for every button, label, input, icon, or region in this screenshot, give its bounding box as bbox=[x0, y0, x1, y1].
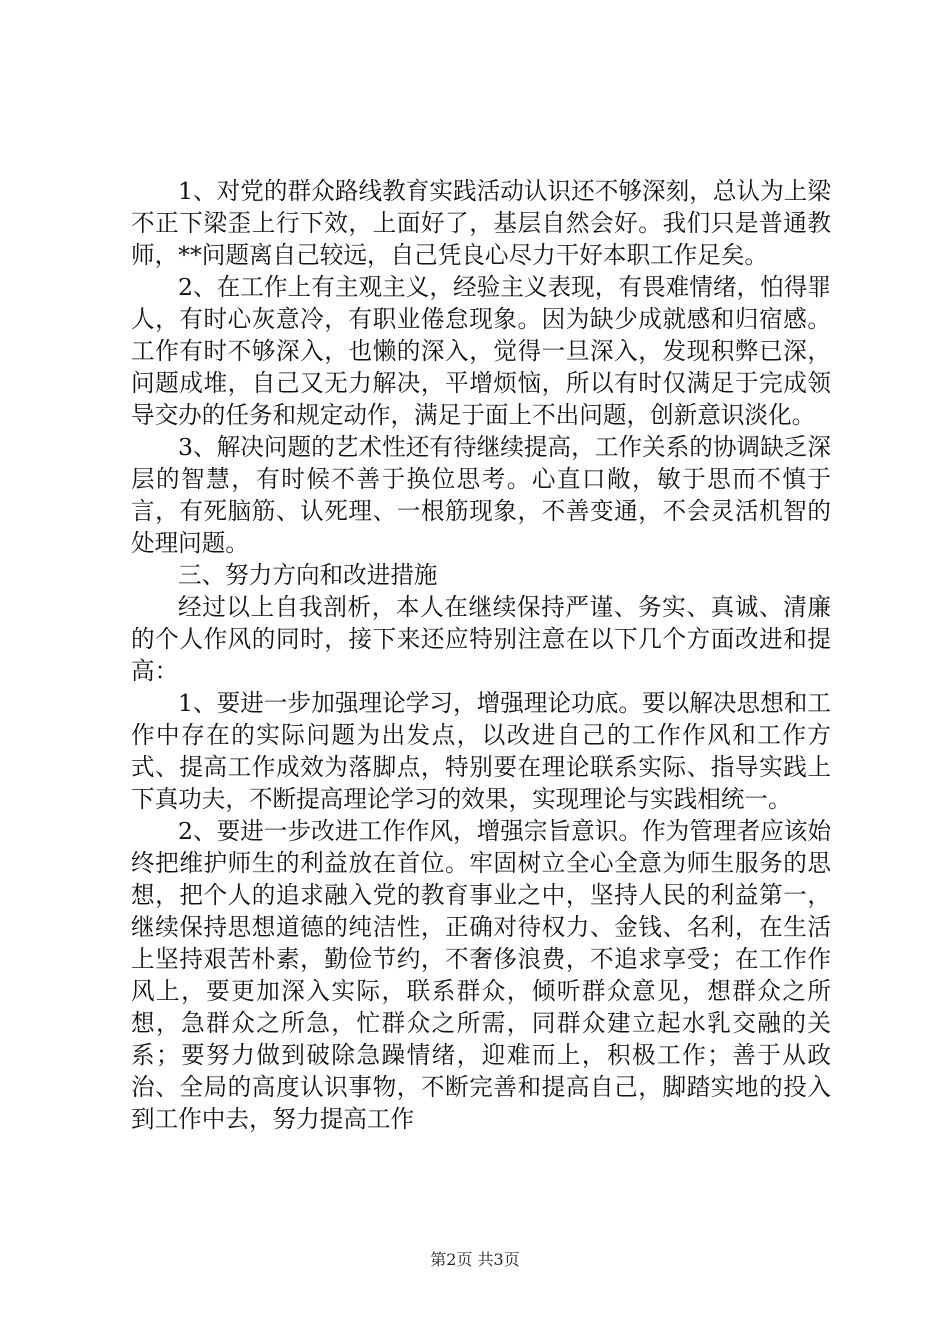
paragraph-issue-2: 2、在工作上有主观主义，经验主义表现，有畏难情绪，怕得罪人，有时心灰意冷，有职业倦怠现象。因为缺少成就感和归宿感。工作有时不够深入，也懒的深入，觉得一旦深入，发现积弊已深，问题成堆，自己又无力解决，平增烦恼，所以有时仅满足于完成领导交办的任务和规定动作，满足于面上不出问题，创新意识淡化。 bbox=[131, 273, 831, 429]
page-number-footer: 第2页 共3页 bbox=[430, 1250, 520, 1269]
paragraph-measure-1: 1、要进一步加强理论学习，增强理论功底。要以解决思想和工作中存在的实际问题为出发点，以改进自己的工作作风和工作方式、提高工作成效为落脚点，特别要在理论联系实际、指导实践上下真功夫，不断提高理论学习的效果，实现理论与实践相统一。 bbox=[131, 689, 831, 813]
document-body bbox=[131, 175, 831, 1135]
paragraph-issue-3: 3、解决问题的艺术性还有待继续提高，工作关系的协调缺乏深层的智慧，有时候不善于换位思考。心直口敞，敏于思而不慎于言，有死脑筋、认死理、一根筋现象，不善变通，不会灵活机智的处理问题。 bbox=[131, 433, 831, 557]
paragraph-measure-2: 2、要进一步改进工作作风，增强宗旨意识。作为管理者应该始终把维护师生的利益放在首位。牢固树立全心全意为师生服务的思想，把个人的追求融入党的教育事业之中，坚持人民的利益第一，继续保持思想道德的纯洁性，正确对待权力、金钱、名利，在生活上坚持艰苦朴素，勤俭节约，不奢侈浪费，不追求享受；在工作作风上，要更加深入实际，联系群众，倾听群众意见，想群众之所想，急群众之所急，忙群众之所需，同群众建立起水乳交融的关系；要努力做到破除急躁情绪，迎难而上，积极工作；善于从政治、全局的高度认识事物，不断完善和提高自己，脚踏实地的投入到工作中去，努力提高工作 bbox=[131, 817, 831, 1133]
paragraph-issue-1: 1、对党的群众路线教育实践活动认识还不够深刻，总认为上梁不正下梁歪上行下效，上面好了，基层自然会好。我们只是普通教师，**问题离自己较远，自己凭良心尽力干好本职工作足矣。 bbox=[131, 177, 831, 269]
paragraph-intro: 经过以上自我剖析，本人在继续保持严谨、务实、真诚、清廉的个人作风的同时，接下来还应特别注意在以下几个方面改进和提高： bbox=[131, 593, 831, 685]
section-heading-improvement: 三、努力方向和改进措施 bbox=[178, 561, 438, 589]
